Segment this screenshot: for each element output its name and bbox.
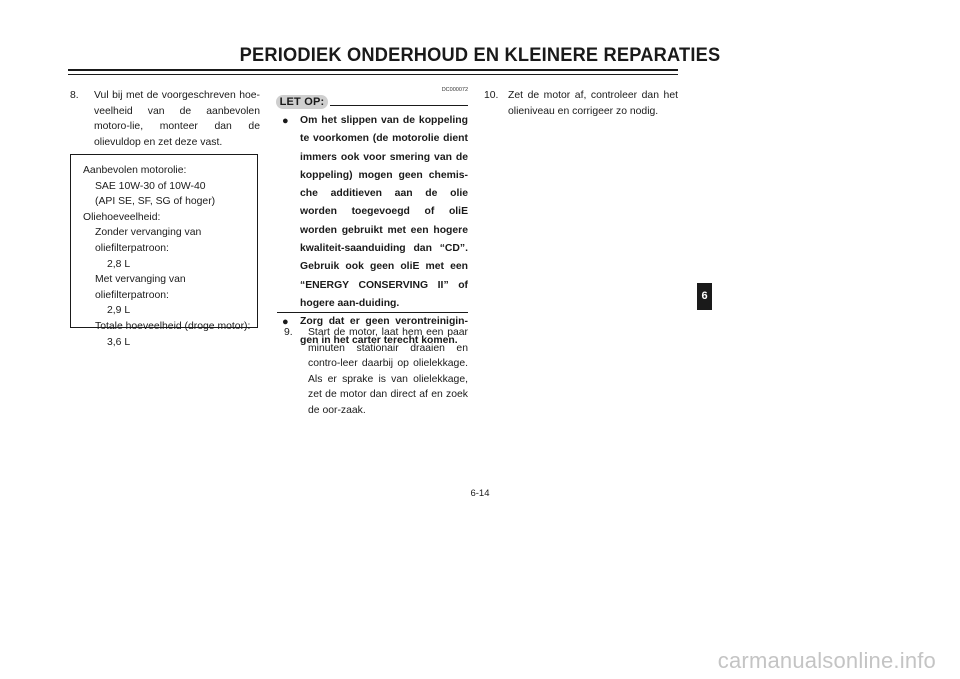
- step-10-number: 10.: [484, 90, 499, 101]
- spec-line: Aanbevolen motorolie:: [83, 165, 187, 176]
- spec-line: Zonder vervanging van: [95, 227, 202, 239]
- chapter-tab: 6: [697, 283, 712, 310]
- step-9: [284, 325, 468, 419]
- watermark[interactable]: carmanualsonline.info: [717, 648, 936, 673]
- header-rule-thick: [68, 69, 678, 71]
- spec-line: SAE 10W-30 of 10W-40: [95, 180, 206, 192]
- caution-bullet: ● Zorg dat er geen verontreinigin-gen in het carter terecht komen.: [280, 313, 468, 350]
- spec-line: Met vervanging van: [95, 274, 186, 286]
- step-8-number: 8.: [70, 90, 79, 101]
- step-9-number: 9.: [284, 327, 293, 338]
- left-column: [70, 88, 260, 150]
- bullet-icon: ●: [282, 316, 289, 329]
- step-8: [70, 88, 260, 150]
- step-8-text: Vul bij met de voorgeschreven hoe-veelheid van de aanbevolen motoro-lie, monteer dan de olievuldop en zet deze vast.: [94, 90, 260, 148]
- page-number: 6-14: [470, 488, 490, 499]
- middle-column: [284, 325, 468, 419]
- spec-line: Totale hoeveelheid (droge motor):: [95, 320, 251, 332]
- spec-line: oliefilterpatroon:: [95, 289, 169, 301]
- right-column: [484, 88, 678, 119]
- caution-bullet: ● Om het slippen van de koppeling te voorkomen (de motorolie dient immers ook voor smering van de koppeling) mogen geen chemis-che additieven aan de olie worden toegevoegd of oliE worden gebruikt met een hogere kwaliteit-saanduiding dan “CD”. Gebruik ook geen oliE met een “ENERGY CONSERVING II” of hogere aan-duiding.: [280, 112, 468, 313]
- step-10-text: Zet de motor af, controleer dan het olieniveau en corrigeer zo nodig.: [508, 90, 678, 117]
- spec-line: Oliehoeveelheid:: [83, 211, 161, 223]
- header-rule-thin: [68, 74, 678, 75]
- caution-bullets: [280, 112, 468, 350]
- caution-top-rule: [330, 105, 468, 106]
- caution-bottom-rule: [277, 312, 468, 313]
- spec-line: 3,6 L: [107, 336, 131, 348]
- oil-spec-box: [70, 154, 258, 348]
- spec-line: oliefilterpatroon:: [95, 242, 169, 254]
- caution-code: DC000072: [441, 87, 468, 93]
- bullet-icon: ●: [282, 115, 289, 127]
- spec-line: (API SE, SF, SG of hoger): [95, 196, 216, 208]
- caution-label: LET OP:: [276, 95, 328, 109]
- spec-line: 2,9 L: [107, 305, 131, 317]
- page-title: PERIODIEK ONDERHOUD EN KLEINERE REPARATIES: [239, 45, 721, 66]
- spec-line: 2,8 L: [107, 258, 131, 270]
- step-9-text: Start de motor, laat hem een paar minuten stationair draaien en contro-leer daarbij op olielekkage. Als er sprake is van olielekkage, zet de motor dan direct af en zoek de oor-zaak.: [308, 327, 468, 416]
- step-10: [484, 88, 678, 119]
